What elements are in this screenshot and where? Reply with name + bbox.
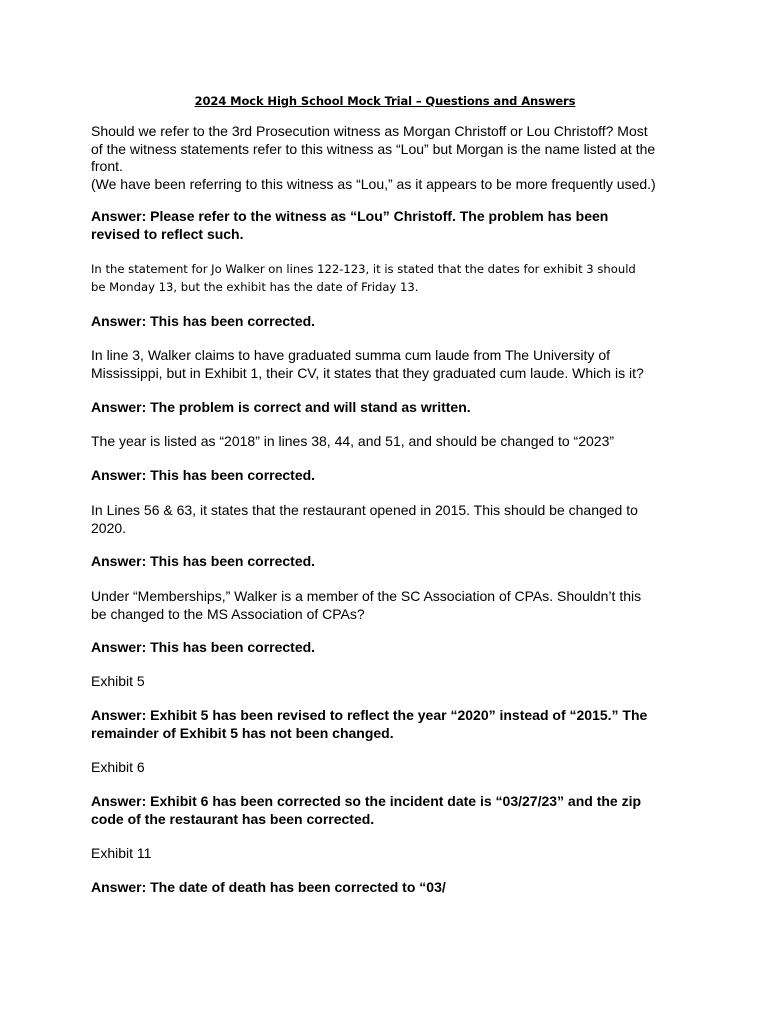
question-4 — [91, 433, 691, 451]
answer-3 — [91, 399, 691, 417]
answer-8 — [91, 793, 691, 828]
answer-6 — [91, 639, 691, 657]
answer-line: Answer: This has been corrected. — [91, 313, 316, 329]
question-line: Exhibit 5 — [91, 673, 145, 689]
question-line: In line 3, Walker claims to have graduated summa cum laude from The University of — [91, 347, 610, 363]
question-line: Exhibit 6 — [91, 759, 145, 775]
question-9 — [91, 845, 691, 863]
answer-line: Answer: This has been corrected. — [91, 639, 316, 655]
answer-line: Answer: The problem is correct and will stand as written. — [91, 399, 471, 415]
answer-line: code of the restaurant has been corrected. — [91, 810, 375, 827]
answer-line: Answer: The date of death has been corrected to “03/ — [91, 879, 446, 895]
answer-line: revised to reflect such. — [91, 225, 244, 242]
question-line: The year is listed as “2018” in lines 38, 44, and 51, and should be changed to “2023” — [91, 433, 615, 449]
question-line: be changed to the MS Association of CPAs? — [91, 605, 365, 622]
answer-line: Answer: Please refer to the witness as “Lou” Christoff. The problem has been — [91, 208, 609, 224]
question-7 — [91, 673, 691, 691]
question-line: 2020. — [91, 519, 127, 536]
question-1 — [91, 123, 691, 193]
question-line: Mississippi, but in Exhibit 1, their CV, it states that they graduated cum laude. Which is it? — [91, 364, 644, 381]
question-6 — [91, 588, 691, 623]
question-2 — [91, 260, 691, 296]
answer-line: Answer: This has been corrected. — [91, 553, 316, 569]
question-line: front. — [91, 158, 123, 174]
answer-line: Answer: Exhibit 5 has been revised to reflect the year “2020” instead of “2015.” The — [91, 707, 648, 723]
question-line: Exhibit 11 — [91, 845, 152, 861]
answer-7 — [91, 707, 691, 742]
page-title: 2024 Mock High School Mock Trial – Questions and Answers — [194, 94, 576, 108]
answer-4 — [91, 467, 691, 485]
answer-line: Answer: This has been corrected. — [91, 467, 316, 483]
question-line: In the statement for Jo Walker on lines 122-123, it is stated that the dates for exhibit 3 should — [91, 262, 636, 276]
question-line: be Monday 13, but the exhibit has the date of Friday 13. — [91, 280, 419, 294]
answer-5 — [91, 553, 691, 571]
question-line: Should we refer to the 3rd Prosecution witness as Morgan Christoff or Lou Christoff? Most — [91, 123, 648, 139]
answer-line: remainder of Exhibit 5 has not been changed. — [91, 724, 394, 741]
answer-9 — [91, 879, 691, 897]
question-line: of the witness statements refer to this witness as “Lou” but Morgan is the name listed at the — [91, 140, 656, 157]
question-line: (We have been referring to this witness as “Lou,” as it appears to be more frequently used.) — [91, 175, 656, 192]
question-line: In Lines 56 & 63, it states that the restaurant opened in 2015. This should be changed to — [91, 502, 638, 518]
answer-1 — [91, 208, 691, 243]
question-5 — [91, 502, 691, 537]
answer-line: Answer: Exhibit 6 has been corrected so the incident date is “03/27/23” and the zip — [91, 793, 642, 809]
question-8 — [91, 759, 691, 777]
question-3 — [91, 347, 691, 382]
question-line: Under “Memberships,” Walker is a member of the SC Association of CPAs. Shouldn’t this — [91, 588, 642, 604]
answer-2 — [91, 313, 691, 331]
